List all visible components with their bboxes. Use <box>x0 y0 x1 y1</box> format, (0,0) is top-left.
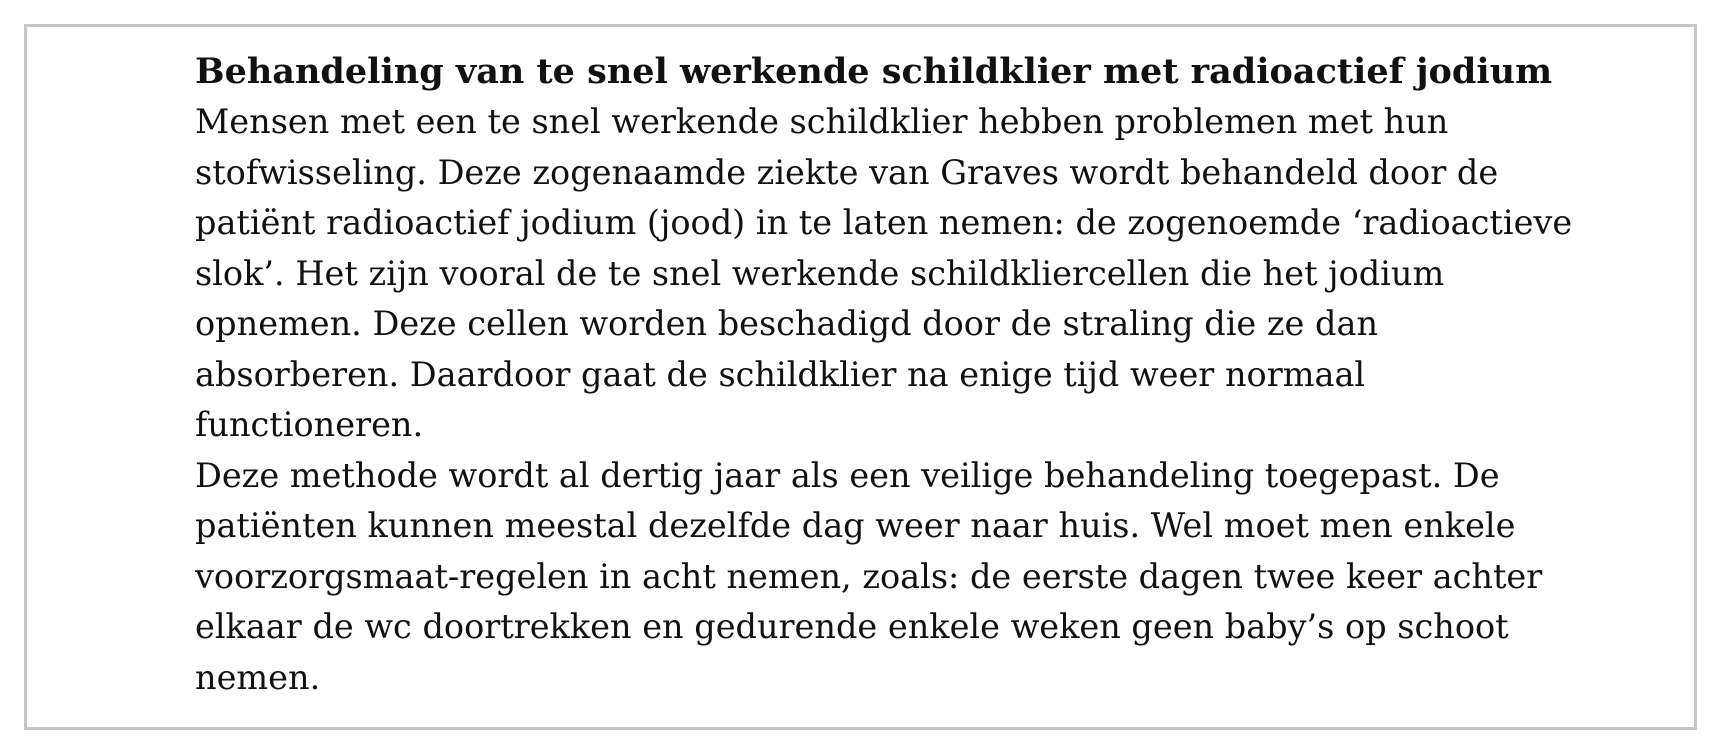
paragraph-1 <box>195 97 1675 451</box>
paragraph-line: voorzorgsmaat-regelen in acht nemen, zoals: de eerste dagen twee keer achter <box>195 556 1543 596</box>
paragraph-line: patiënten kunnen meestal dezelfde dag weer naar huis. Wel moet men enkele <box>195 506 1516 545</box>
paragraph-line: Mensen met een te snel werkende schildklier hebben problemen met hun <box>195 102 1449 141</box>
paragraph-line: functioneren. <box>195 405 424 444</box>
paragraph-line: patiënt radioactief jodium (jood) in te laten nemen: de zogenoemde ‘radioactieve <box>195 203 1573 242</box>
document-content <box>195 47 1675 703</box>
paragraph-line: nemen. <box>195 657 321 697</box>
paragraph-2 <box>195 451 1675 704</box>
paragraph-line: absorberen. Daardoor gaat de schildklier na enige tijd weer normaal <box>195 354 1366 394</box>
paragraph-line: slok’. Het zijn vooral de te snel werkende schildkliercellen die het jodium <box>195 253 1445 293</box>
paragraph-line: elkaar de wc doortrekken en gedurende enkele weken geen baby’s op schoot <box>195 607 1509 646</box>
document-title: Behandeling van te snel werkende schildklier met radioactief jodium <box>195 51 1553 92</box>
text-box <box>24 24 1697 730</box>
paragraph-line: Deze methode wordt al dertig jaar als een veilige behandeling toegepast. De <box>195 455 1500 495</box>
paragraph-line: stofwisseling. Deze zogenaamde ziekte van Graves wordt behandeld door de <box>195 152 1499 192</box>
paragraph-line: opnemen. Deze cellen worden beschadigd door de straling die ze dan <box>195 304 1379 343</box>
